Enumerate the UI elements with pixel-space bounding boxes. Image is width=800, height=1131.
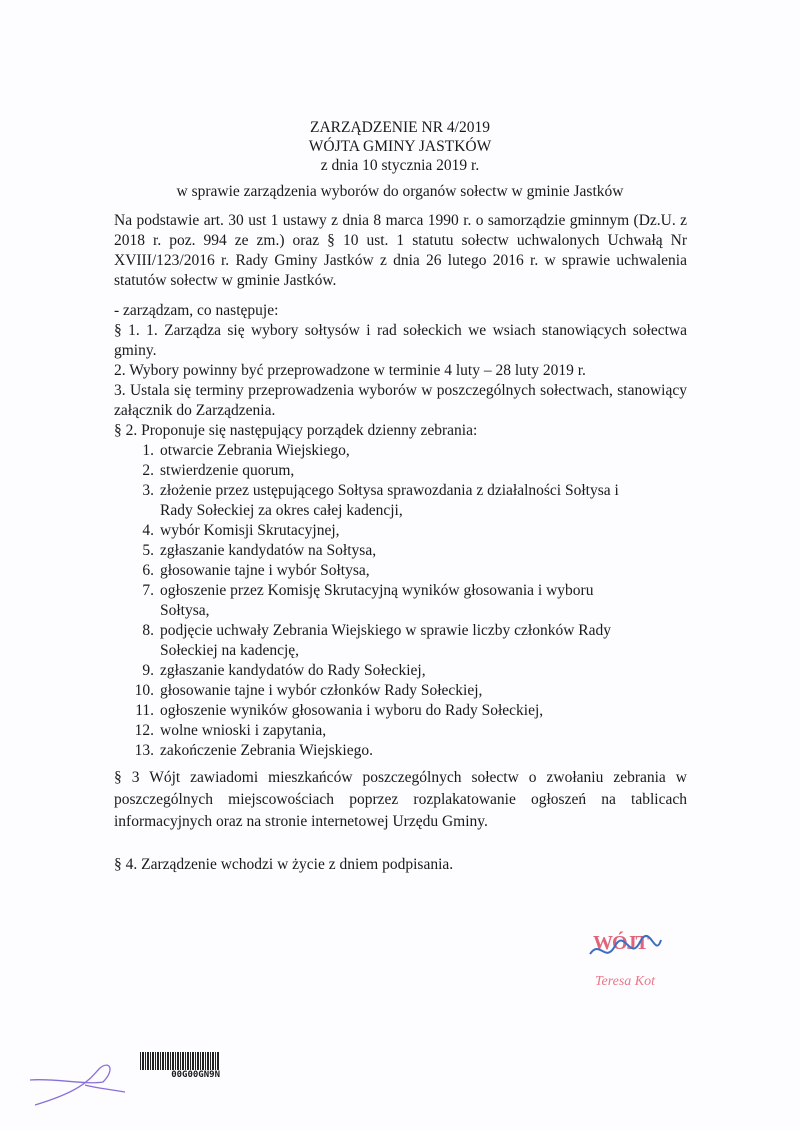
agenda-number: 13.: [134, 742, 154, 759]
agenda-item: [114, 561, 687, 581]
agenda-text: głosowanie tajne i wybór członków Rady Sołeckiej,: [160, 682, 483, 699]
section-2-intro: § 2. Proponuje się następujący porządek dzienny zebrania:: [114, 422, 478, 439]
signer-name: Teresa Kot: [595, 974, 656, 989]
agenda-item: [114, 621, 687, 661]
barcode: [140, 1052, 220, 1080]
agenda-item: [114, 541, 687, 561]
document-title: [0, 118, 800, 175]
agenda-text: otwarcie Zebrania Wiejskiego,: [160, 442, 350, 459]
title-line-1: ZARZĄDZENIE NR 4/2019: [310, 119, 490, 136]
agenda-text: podjęcie uchwały Zebrania Wiejskiego w sprawie liczby członków Rady Sołeckiej na kadencję,: [160, 622, 612, 659]
agenda-text: wolne wnioski i zapytania,: [160, 722, 327, 739]
agenda-number: 4.: [142, 522, 154, 539]
agenda-item: [114, 481, 687, 521]
agenda-number: 12.: [134, 722, 154, 739]
order-intro: - zarządzam, co następuje:: [114, 302, 279, 319]
barcode-bars: [140, 1052, 220, 1070]
agenda-number: 3.: [142, 482, 154, 499]
agenda-item: [114, 681, 687, 701]
agenda-text: złożenie przez ustępującego Sołtysa sprawozdania z działalności Sołtysa i Rady Sołeckiej za okres całej kadencji,: [160, 482, 619, 519]
order-section: [114, 301, 687, 761]
agenda-text: zakończenie Zebrania Wiejskiego.: [160, 742, 373, 759]
agenda-number: 8.: [142, 622, 154, 639]
agenda-number: 2.: [142, 462, 154, 479]
section-1-point-3: 3. Ustala się terminy przeprowadzenia wyborów w poszczególnych sołectwach, stanowiący załącznik do Zarządzenia.: [114, 382, 687, 419]
agenda-text: ogłoszenie przez Komisję Skrutacyjną wyników głosowania i wyboru Sołtysa,: [160, 582, 594, 619]
section-1-point-1: § 1. 1. Zarządza się wybory sołtysów i rad sołeckich we wsiach stanowiących sołectwa gminy.: [114, 322, 687, 359]
agenda-item: [114, 521, 687, 541]
section-1-point-2: 2. Wybory powinny być przeprowadzone w terminie 4 luty – 28 luty 2019 r.: [114, 362, 586, 379]
title-line-2: WÓJTA GMINY JASTKÓW: [308, 138, 492, 155]
agenda-list: [114, 441, 687, 761]
agenda-text: stwierdzenie quorum,: [160, 462, 295, 479]
preamble: Na podstawie art. 30 ust 1 ustawy z dnia 8 marca 1990 r. o samorządzie gminnym (Dz.U. z 2018 r. poz. 994 ze zm.) oraz § 10 ust. 1 statutu sołectw uchwalonych Uchwałą Nr XVIII/123/2016 r. Rady Gminy Jastków z dnia 26 lutego 2016 r. w sprawie uchwalenia statutów sołectw w gminie Jastków.: [114, 212, 687, 289]
agenda-text: wybór Komisji Skrutacyjnej,: [160, 522, 340, 539]
agenda-item: [114, 701, 687, 721]
agenda-text: głosowanie tajne i wybór Sołtysa,: [160, 562, 370, 579]
agenda-number: 10.: [134, 682, 154, 699]
signature-stamp: [585, 932, 695, 1002]
agenda-item: [114, 721, 687, 741]
agenda-number: 7.: [142, 582, 154, 599]
agenda-text: zgłaszanie kandydatów na Sołtysa,: [160, 542, 377, 559]
agenda-item: [114, 461, 687, 481]
agenda-item: [114, 581, 687, 621]
section-3: § 3 Wójt zawiadomi mieszkańców poszczególnych sołectw o zwołaniu zebrania w poszczególnych miejscowościach poprzez rozplakatowanie ogłoszeń na tablicach informacyjnych oraz na stronie internetowej Urzędu Gminy.: [114, 769, 687, 830]
agenda-item: [114, 661, 687, 681]
barcode-number: 00G00GN9N: [171, 1070, 220, 1080]
document-subject: w sprawie zarządzenia wyborów do organów sołectw w gminie Jastków: [176, 183, 624, 200]
handwritten-signature: [585, 934, 665, 966]
title-date: z dnia 10 stycznia 2019 r.: [320, 157, 480, 174]
agenda-number: 11.: [135, 702, 154, 719]
agenda-number: 6.: [142, 562, 154, 579]
agenda-item: [114, 741, 687, 761]
agenda-item: [114, 441, 687, 461]
agenda-text: ogłoszenie wyników głosowania i wyboru do Rady Sołeckiej,: [160, 702, 544, 719]
initials-scribble: [25, 1060, 135, 1110]
section-4: § 4. Zarządzenie wchodzi w życie z dniem podpisania.: [114, 856, 454, 873]
agenda-text: zgłaszanie kandydatów do Rady Sołeckiej,: [160, 662, 426, 679]
agenda-number: 5.: [142, 542, 154, 559]
stamp-text: WÓJT: [593, 932, 648, 954]
agenda-number: 9.: [142, 662, 154, 679]
agenda-number: 1.: [142, 442, 154, 459]
